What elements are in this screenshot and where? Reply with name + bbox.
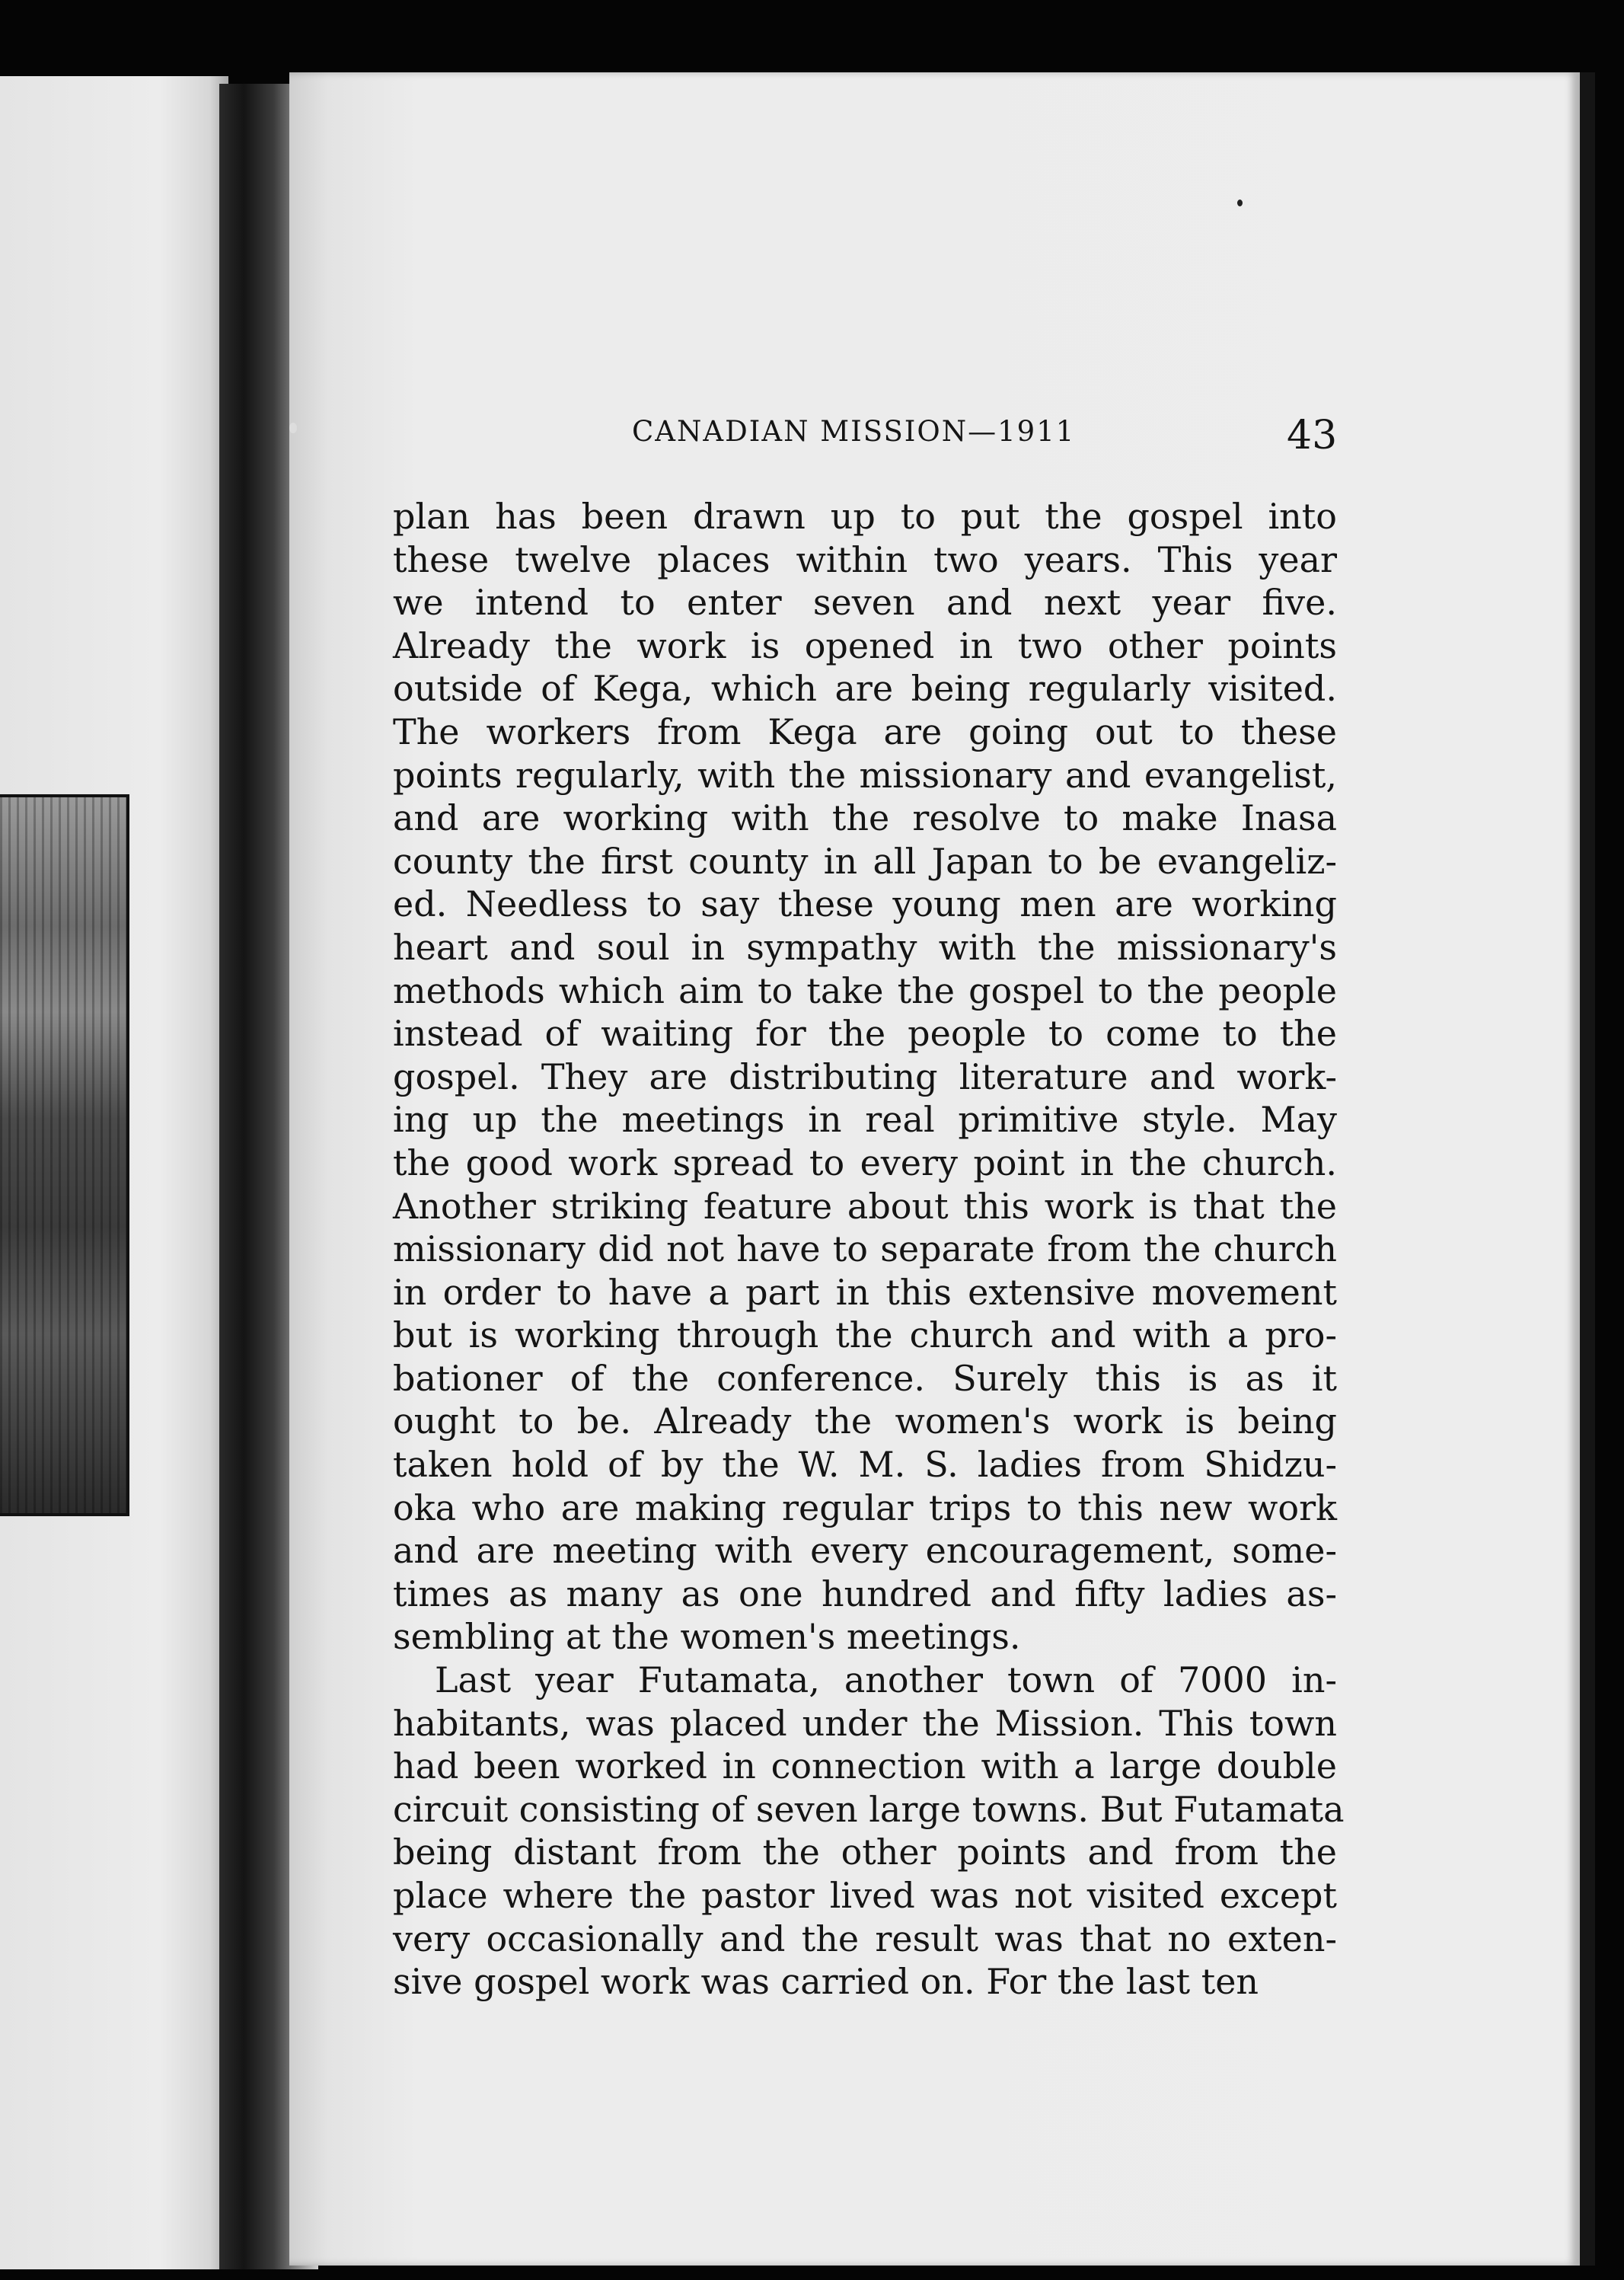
body-line: Already the work is opened in two other points xyxy=(393,624,1337,666)
body-line: sembling at the women's meetings. xyxy=(393,1616,1021,1658)
body-line: we intend to enter seven and next year five. xyxy=(393,582,1337,624)
body-line: ing up the meetings in real primitive style. May xyxy=(393,1099,1337,1141)
dust-speck xyxy=(289,423,297,433)
body-line: county the first county in all Japan to be evangeliz- xyxy=(393,840,1337,882)
running-head: CANADIAN MISSION—1911 xyxy=(632,415,1076,448)
body-line: and are meeting with every encouragement, some- xyxy=(393,1530,1337,1572)
body-line: ed. Needless to say these young men are working xyxy=(393,883,1337,925)
body-line: oka who are making regular trips to this new work xyxy=(393,1486,1337,1528)
body-line: taken hold of by the W. M. S. ladies from Shidzu- xyxy=(393,1444,1337,1486)
dust-speck xyxy=(1237,200,1243,206)
body-line: instead of waiting for the people to come to the xyxy=(393,1013,1337,1055)
body-line: bationer of the conference. Surely this is as it xyxy=(393,1357,1337,1399)
body-line: had been worked in connection with a large double xyxy=(393,1745,1337,1787)
body-line: place where the pastor lived was not visited except xyxy=(393,1875,1337,1916)
body-line: the good work spread to every point in the church. xyxy=(393,1142,1337,1183)
body-line: gospel. They are distributing literature and work- xyxy=(393,1055,1337,1097)
body-line: plan has been drawn up to put the gospel into xyxy=(393,496,1337,537)
body-line: very occasionally and the result was that no exten- xyxy=(393,1918,1337,1959)
body-line: times as many as one hundred and fifty ladies as- xyxy=(393,1573,1337,1614)
body-line: missionary did not have to separate from the church xyxy=(393,1228,1337,1270)
body-line: The workers from Kega are going out to these xyxy=(393,711,1337,752)
body-line: habitants, was placed under the Mission. This town xyxy=(393,1702,1337,1744)
body-line: heart and soul in sympathy with the missionary's xyxy=(393,926,1337,968)
body-text xyxy=(393,495,1345,2004)
body-line: sive gospel work was carried on. For the last ten xyxy=(393,1961,1259,2003)
page-edge xyxy=(1580,72,1595,2266)
body-line: ought to be. Already the women's work is being xyxy=(393,1400,1337,1442)
body-line: these twelve places within two years. This year xyxy=(393,538,1337,580)
body-line: methods which aim to take the gospel to the people xyxy=(393,969,1337,1011)
body-line: being distant from the other points and from the xyxy=(393,1831,1337,1873)
page-number: 43 xyxy=(1287,413,1338,458)
left-page-photograph xyxy=(0,794,129,1516)
body-line: outside of Kega, which are being regularly visited. xyxy=(393,668,1337,710)
body-line: in order to have a part in this extensive movement xyxy=(393,1271,1337,1313)
body-line: points regularly, with the missionary and evangelist, xyxy=(393,754,1337,796)
body-line: but is working through the church and with a pro- xyxy=(393,1314,1337,1356)
body-line: Another striking feature about this work is that the xyxy=(393,1185,1337,1227)
body-line: and are working with the resolve to make Inasa xyxy=(393,797,1337,839)
body-line: Last year Futamata, another town of 7000 in- xyxy=(435,1659,1337,1701)
body-line: circuit consisting of seven large towns. But Futamata xyxy=(393,1788,1345,1830)
